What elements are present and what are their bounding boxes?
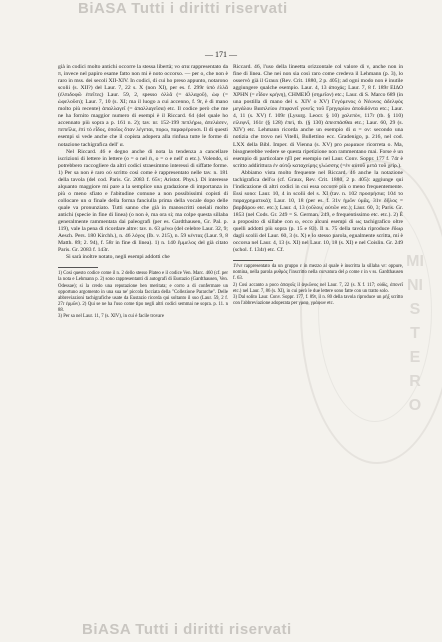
right-footnotes-text: 1'ἐνε rappresentato da un gruppo ε in mezzo al quale è inscritta la sillaba νε: oppure, nomina, nella parola ρυθμός l'inscritto nella curvatura del ρ come ε in ν ss. Gardthausen f. 63. 2) Così accanto a poco ἀπαγοῖς il ἀγκῶνος nel Laur. 7, 22 (s. X f. 117; οὐδίς, ἀπονεῖ etc.) nel Laur. 7, 86 (s. XI), in cui però le due lettere sono fatte con un tratto solo. 3) Dal solito Laur. Conv. Soppr. 177, f. 89r, il n. 80 della tavola riproduce un ρὴξ scritto con l'abbreviazione adoperata per γραφ, γράφων etc.: [233, 264, 403, 306]
right-footnotes: [233, 264, 403, 307]
watermark-bottom: BiASA Tutti i diritti riservati: [82, 621, 292, 638]
library-seal-text: MINISTERO: [406, 253, 424, 414]
page-number: — 171 —: [205, 50, 237, 59]
footnote-rule-right: [233, 260, 273, 261]
left-footnotes-text: 1) Così questo codice come il n. 2 dello stesso Plateo e il codice Ven. Marc. 460 (cf. per la nota e Lehmann p. 2) sono rappresentanti di autografi di Eustazio (Gardthausen, Ven. Odessae); si la credo una reputazione ben meritata; e corro a di confermare un opportuno argomento in una sua ne' piccola facciata della "Collezione Pararche". Delle abbreviazioni tachigrafiche usate da Eustazio ricorda qui soltanto il suo (Laur. 59, 2 f. 27r ἐρμῶν). 2) Qui se ne ha l'uso come tipo negli altri codici semmai ne sopra. p. 11. n 88. 3) Per sa nel Laur. 11, 7 (s. XIV), in cui è facile trovare: [58, 271, 228, 319]
right-column: [233, 64, 403, 307]
left-body-paragraph-2: Nel Riccard. 46 e degno anche di nota la tendenza a cancellare iscrizioni di lettere in lettere (ο = ο nel ἐι, ο = ο e nell' α etc.). Volendo, si potrebbero raccogliere da altri codici straesimmo interessi di siffatte forme. 1) Per sa non è raro οὐ scritto così come è rappresentato nelle tav. n. 181 della tavola (del cod. Paris. Gr. 2083 f. 65v; Aristot. Phys.). Di interesse alquanto maggiore mi pare a la semplice una gradazione di importanza in più o meno sfiato e l'abitudine comune a non possibissimi copisti di collocare un α finale della forma fanciulla prima della vocale dopo delle quale va pronunziato. Tutti sanno che già in manoscritti oneiali molto antichi (specie in fine di linea) (ο non è, ma ora si; ma colpe questa sillaba generalmente rammentata dai paleografi (per es. Gardthausen, Gr. Pal. p. 119), vale la pena di ricordare altre: tav. n. 63 μένω (del celebre Laur. 32, 9; Aesch. Pers. 180 Kirchh.), n. 46 λόγος (Ib. v. 215), n. 59 κέντας (Laur. 9, 8 Matth. 89; 2. 94), f. 58r in fine di linea). 1) n. 140 ἔμμελος del già citato Paris. Gr. 2083 f. 143r.: [58, 148, 228, 254]
footnote-rule-left: [58, 267, 98, 268]
right-body-paragraph-1: Riccard. 46, l'uso della lineetta orizzontale col valore di ν, anche non in fine di linea. Che nei non sia così raro come credeva il Lehmann (p. 3), lo osservò già il Graux (Rev. Crit. 1880, 2 p. 405); ad ogni modo non è inutile aggiungere qualche esempio. Laur. 4, 13 ἀποχάς; Laur. 7, 8 f. 189r ΕΙΔΟ ΧΡΗΝ (= εἶδον κρήνη), CHMEIŌ (σημεῖον) etc.; Laur. di S. Marco 689 (in una postilla di mano del s. XIV o XV) Γεγόμενος ὁ Νέωνος ἀδελφὸς μεγάλου Βασιλείου ἐπιφανεῖ γονεῖς τοῦ Γρηγορίου ἀποδιδόντα etc.; Laur. 4, 11 (s. XV) f. 109r (Lysurg. Leocr. § 10) χαλεπὸν, 117r (tb. § 110) εἰλεφνῖ, 161r (§ 128) ἐπεὶ, tb. (§ 130) ἀπεσπάσθαι etc.; Laur. 60, 29 (s. XIV) etc. Lehmann ricorda anche un esempio di α = ον: secondo una notizia che trovo nei Vitelli, Bullettino ecc. Gradenigo, p. 216, nel cod. LXX della Bibl. Imper. di Vienna (s. XV) pro ρωμαιων ricorreta ο. Ma, bisognerebbe vedere se questa ripetizione non rammentano mai. Forse è un esempio di particolare ηΠ per esempio nel Laur. Conv. Soppr. 177 f. 74r è scritto addirittura ἐν αὐτῷ καταχείρης γλώσσης (=ἐν αὐτοῦ μετὰ τοῦ χείρ.).: [233, 64, 403, 169]
left-footnotes: [58, 271, 228, 320]
watermark-top: BiASA Tutti i diritti riservati: [78, 0, 288, 17]
left-column: [58, 64, 228, 320]
left-body-paragraph-1: già in codici molto antichi occorre la stessa libertà; vo ατα rappresentato da π, invece nel papiro esame fatto non mi è noto occorso. — per ο, che non è raro in mss. dei secoli XII-XIV. In codici, di cui ho preso appunto, notarono scolii (s. XII?) del Laur. 7, 22 s. X (non XI), per es. f. 299r ὑπὸ ἐλλᾶ (ἐλπιδοφῶ ἐπεῖτες) Laur. 59, 2, spesso ὀλλᾶ (= ἀλλαχοῦ), ὠφ (= ὠφελοῦσι); Laur. 7, 10 (s. XI; ma il luogo a cui accenno, f. 9r, è di mano molto più recente) ἀπαλλαγεῖ (= ἀπαλλαγεῖσα) etc. Il codice però che me ne ha fornito maggior numero di esempi è il Riccard. 64 (del quale ho accennato più sopra a p. 161 n. 2); tav. nr. 152-199 πεπλήρω, ἀπελάσεν, πεπεῖλα, ἐπὶ τὸ εἶδος, ὁποῖος ὅταν λέγεται, πορω, παραφέρουσι. Il di questi esempi si vede anche che il copista adopera alla rinfusa tutte le forme di notazione tachigrafica dell' α.: [58, 64, 228, 148]
left-body-paragraph-3: Si sarà inoltre notato, negli esempi addotti che: [66, 254, 170, 261]
right-body-paragraph-2: Abbiamo vista molto frequente nel Riccard. 46 anche la notazione tachigrafica dell'ω (cf. Graux, Rev. Crit. 1880, 2 p. 405): aggiunge qui l'indicazione di altri codici in cui essa occorre più o meno frequentemente. Essi sono: Laur. 10, 4 in scolii del s. XI (tav. n. 102 προσρήσια; 104 το παραχρηματικά); Laur. 10, 18 (per es. f. 31v ἡμῶν ὑμᾶς, 31v δῆλος = βαρβάρου etc. etc.); Laur. 4, 13 (οὔλου, αὐτῶν etc.); Laur. 60, 3; Paris. Gr. 1853 (nel Cods. Gr. 249 = S. German. 249, e frequentissimo etc. etc.). 2) È a proposito di sillabe con ω, ecco alcuni esempi di ως tachigrafico oltre quelli addotti più sopra (p. 15 e 83). Il n. 75 della tavola riproduce ἔδωρ dagli scolii del Laur. 60, 3 (s. X) e lo stesso parola, egualmente scritta, mi è occorsa nel Laur. 4, 13 (s. XI) nel Laur. 10, 18 (s. XI) e nel Coislin. Gr. 249 (schol. f. 134r) etc. Cf.: [233, 169, 403, 254]
